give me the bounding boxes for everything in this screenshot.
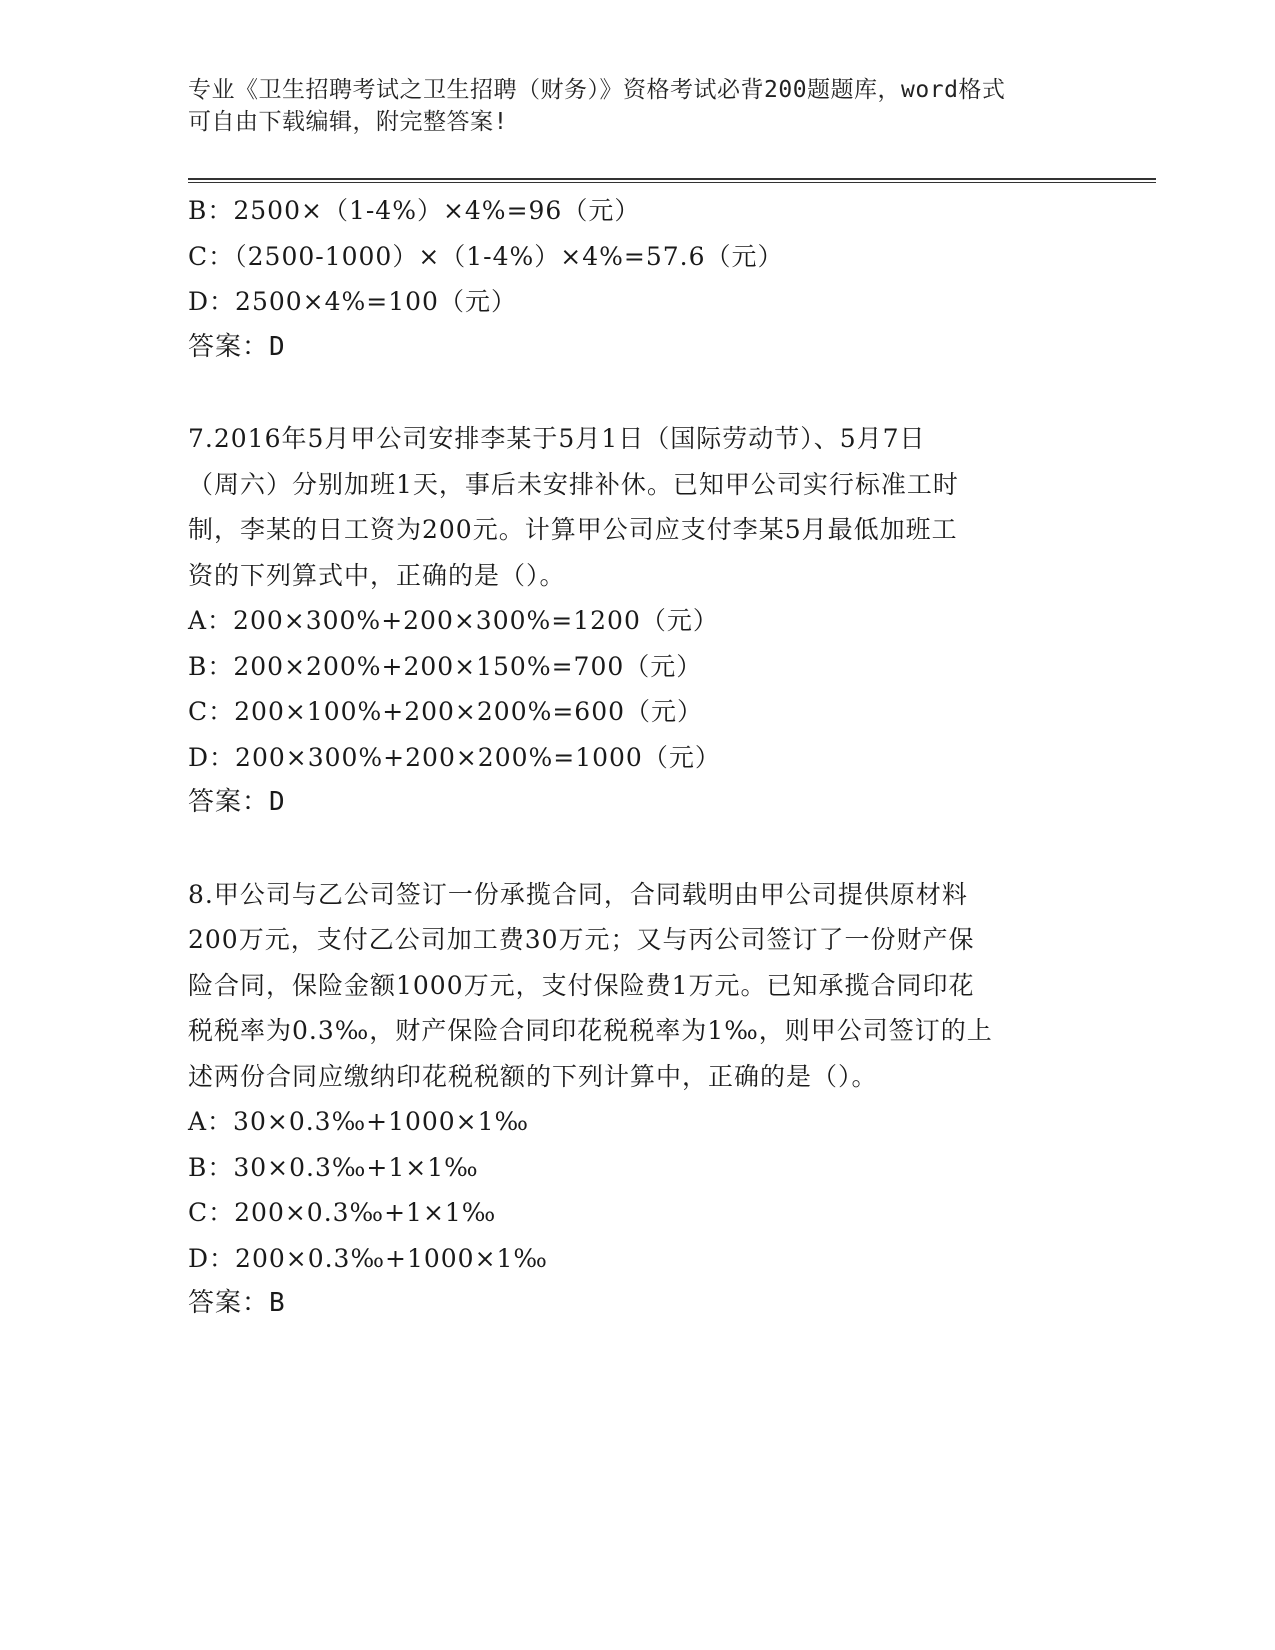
question-8	[188, 872, 1088, 1327]
q7-stem-line-4: 资的下列算式中，正确的是（）。	[188, 560, 566, 590]
q7-option-d: D：200×300%+200×200%=1000（元）	[188, 742, 721, 772]
q7-option-a: A：200×300%+200×300%=1200（元）	[188, 606, 719, 635]
question-spacer	[188, 370, 1088, 416]
page-header	[188, 74, 1088, 138]
q8-stem-line-3: 险合同，保险金额1000万元，支付保险费1万元。已知承揽合同印花	[188, 970, 975, 1000]
header-divider	[188, 178, 1156, 183]
q7-option-c: C：200×100%+200×200%=600（元）	[188, 697, 704, 726]
q8-option-a: A：30×0.3‰+1000×1‰	[188, 1107, 530, 1136]
q6-answer: 答案：D	[188, 331, 286, 362]
q6-option-b: B：2500×（1-4%）×4%=96（元）	[188, 196, 641, 225]
question-6-tail	[188, 188, 1088, 370]
question-spacer	[188, 826, 1088, 872]
header-title-line-1: 专业《卫生招聘考试之卫生招聘（财务）》资格考试必背200题题库，word格式	[188, 77, 1006, 103]
q8-stem-line-1: 8.甲公司与乙公司签订一份承揽合同，合同载明由甲公司提供原材料	[188, 879, 968, 909]
q8-option-c: C：200×0.3‰+1×1‰	[188, 1198, 497, 1227]
q6-option-c: C：（2500-1000）×（1-4%）×4%=57.6（元）	[188, 241, 784, 271]
q8-stem-line-5: 述两份合同应缴纳印花税税额的下列计算中，正确的是（）。	[188, 1061, 878, 1091]
q8-option-d: D：200×0.3‰+1000×1‰	[188, 1243, 548, 1273]
q7-option-b: B：200×200%+200×150%=700（元）	[188, 651, 703, 681]
q7-stem-line-3: 制，李某的日工资为200元。计算甲公司应支付李某5月最低加班工	[188, 515, 958, 544]
q6-option-d: D：2500×4%=100（元）	[188, 287, 517, 316]
q7-stem-line-2: （周六）分别加班1天，事后未安排补休。已知甲公司实行标准工时	[188, 469, 959, 499]
q8-answer: 答案：B	[188, 1288, 286, 1318]
document-body	[188, 188, 1088, 1327]
q7-stem-line-1: 7.2016年5月甲公司安排李某于5月1日（国际劳动节）、5月7日	[188, 424, 926, 453]
q8-option-b: B：30×0.3‰+1×1‰	[188, 1152, 479, 1182]
q7-answer: 答案：D	[188, 787, 286, 817]
q8-stem-line-2: 200万元，支付乙公司加工费30万元；又与丙公司签订了一份财产保	[188, 925, 975, 954]
question-7	[188, 416, 1088, 826]
q8-stem-line-4: 税税率为0.3‰，财产保险合同印花税税率为1‰，则甲公司签订的上	[188, 1016, 993, 1045]
header-title-line-2: 可自由下载编辑，附完整答案!	[188, 109, 508, 135]
